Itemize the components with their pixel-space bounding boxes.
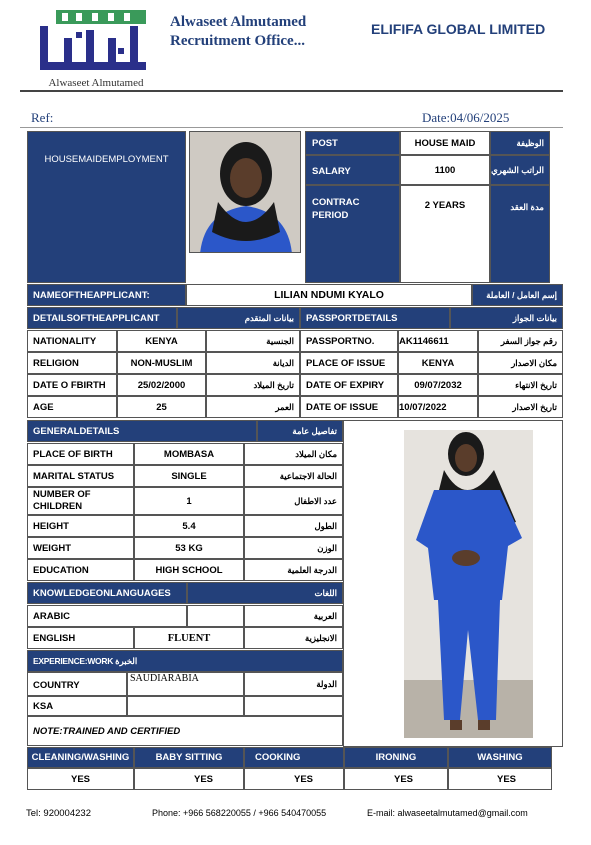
nationality-ar: الجنسية [206,330,300,352]
logo-text: Alwaseet Almutamed [48,77,144,89]
age-label: AGE [27,396,117,418]
height-ar: الطول [244,515,343,537]
skill-header-cleaning: CLEANING/WASHING [27,747,134,768]
height-value: 5.4 [134,515,244,537]
experience-ar: الخبرة [115,655,138,666]
salary-ar: الراتب الشهري [490,155,550,185]
photo-frame [343,420,563,747]
skill-value-cleaning: YES [27,768,134,790]
post-value: HOUSE MAID [400,131,490,155]
header-divider [20,90,563,92]
birthplace-ar: مكان الميلاد [244,443,343,465]
ksa-label: KSA [27,696,127,716]
contract-label-cell: CONTRAC PERIOD [305,185,400,283]
company-name: ELIFIFA GLOBAL LIMITED [371,21,546,37]
issue-date-ar: تاريخ الاصدار [478,396,563,418]
religion-ar: الديانة [206,352,300,374]
general-ar: تفاصيل عامة [257,420,343,442]
country-label: COUNTRY [27,672,127,696]
birthplace-value: MOMBASA [134,443,244,465]
birthplace-label: PLACE OF BIRTH [27,443,134,465]
ksa-value [127,696,244,716]
note: NOTE:TRAINED AND CERTIFIED [27,716,343,746]
religion-value: NON-MUSLIM [117,352,206,374]
issue-date-value: 10/07/2022 [398,396,478,418]
skill-header-babysitting: BABY SITTING [134,747,244,768]
passport-no-label: PASSPORTNO. [300,330,398,352]
office-sub: Recruitment Office... [170,33,305,49]
skill-value-cooking: YES [244,768,344,790]
place-of-issue-value: KENYA [398,352,478,374]
email-link[interactable]: alwaseetalmutamed@gmail.com [397,808,528,818]
dob-label: DATE O FBIRTH [27,374,117,396]
details-label: DETAILSOFTHEAPPLICANT [27,307,177,329]
salary-value: 1100 [400,155,490,185]
passport-no-value: AK1146611 [398,330,478,352]
dob-value: 25/02/2000 [117,374,206,396]
skill-value-babysitting: YES [134,768,244,790]
date-label: Date:04/06/2025 [422,110,510,125]
salary-label-cell: SALARY [305,155,400,185]
english-label: ENGLISH [27,627,134,649]
logo [36,8,156,89]
employment-title: HOUSEMAIDEMPLOYMENT [44,154,169,165]
education-value: HIGH SCHOOL [134,559,244,581]
dob-ar: تاريخ الميلاد [206,374,300,396]
age-value: 25 [117,396,206,418]
ksa-ar [244,696,343,716]
nationality-label: NATIONALITY [27,330,117,352]
country-ar: الدولة [244,672,343,696]
skill-header-cooking: COOKING [244,747,344,768]
applicant-name: LILIAN NDUMI KYALO [186,284,472,306]
footer-tel: Tel: 920004232 [26,808,91,819]
english-value: FLUENT [134,627,244,649]
name-ar: إسم العامل / العاملة [472,284,563,306]
children-label: NUMBER OF CHILDREN [27,487,134,515]
skill-value-ironing: YES [344,768,448,790]
passport-details-label: PASSPORTDETAILS [300,307,450,329]
children-value: 1 [134,487,244,515]
expiry-label: DATE OF EXPIRY [300,374,398,396]
employment-title-block [27,131,186,283]
passport-no-ar: رقم جواز السفر [478,330,563,352]
weight-label: WEIGHT [27,537,134,559]
country-value: SAUDIARABIA [127,672,244,696]
name-label: NAMEOFTHEAPPLICANT: [27,284,186,306]
religion-label: RELIGION [27,352,117,374]
marital-value: SINGLE [134,465,244,487]
footer-email [367,808,528,818]
experience-label [27,650,343,672]
arabic-ar: العربية [244,605,343,627]
arabic-label: ARABIC [27,605,187,627]
age-ar: العمر [206,396,300,418]
languages-ar: اللغات [187,582,343,604]
general-label: GENERALDETAILS [27,420,257,442]
post-label-cell: POST [305,131,400,155]
expiry-value: 09/07/2032 [398,374,478,396]
weight-ar: الوزن [244,537,343,559]
expiry-ar: تاريخ الانتهاء [478,374,563,396]
contract-value: 2 YEARS [400,185,490,283]
skill-value-washing: YES [448,768,552,790]
place-of-issue-label: PLACE OF ISSUE [300,352,398,374]
place-of-issue-ar: مكان الاصدار [478,352,563,374]
english-ar: الانجليزية [244,627,343,649]
office-name: Alwaseet Almutamed [170,14,307,30]
ref-label: Ref: [31,110,54,125]
passport-details-ar: بيانات الجواز [450,307,563,329]
details-ar: بيانات المتقدم [177,307,300,329]
applicant-portrait [189,131,301,253]
footer-phone: Phone: +966 568220055 / +966 540470055 [152,808,327,818]
skill-header-ironing: IRONING [344,747,448,768]
skill-header-washing: WASHING [448,747,552,768]
marital-ar: الحالة الاجتماعية [244,465,343,487]
issue-date-label: DATE OF ISSUE [300,396,398,418]
contract-ar: مدة العقد [490,185,550,283]
nationality-value: KENYA [117,330,206,352]
arabic-value [187,605,244,627]
children-ar: عدد الاطفال [244,487,343,515]
ref-divider [20,127,563,128]
weight-value: 53 KG [134,537,244,559]
height-label: HEIGHT [27,515,134,537]
email-label: E-mail: [367,808,396,818]
education-ar: الدرجة العلمية [244,559,343,581]
post-ar: الوظيفة [490,131,550,155]
logo-mark-icon [36,8,156,72]
marital-label: MARITAL STATUS [27,465,134,487]
education-label: EDUCATION [27,559,134,581]
languages-label: KNOWLEDGEONLANGUAGES [27,582,187,604]
experience-label-text: EXPERIENCE:WORK [33,656,114,666]
